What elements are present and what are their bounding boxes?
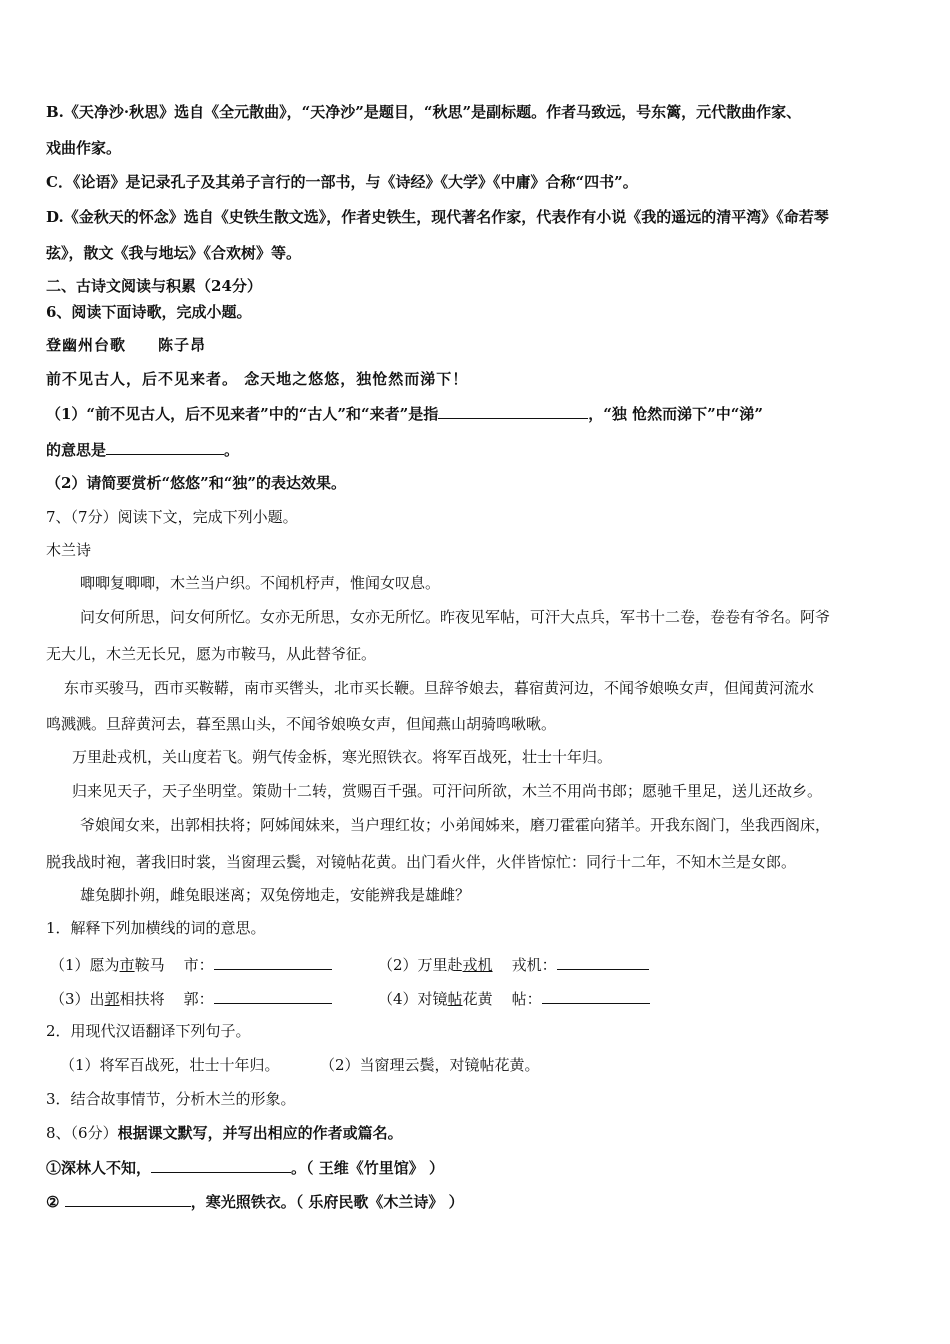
sub2-sentence-1: （1）将军百战死，壮士十年归。 bbox=[60, 1056, 280, 1074]
q6-title: 6、阅读下面诗歌，完成小题。 bbox=[46, 303, 252, 321]
option-d-line1: D.《金秋天的怀念》选自《史铁生散文选》，作者史铁生，现代著名作家，代表作有小说《我的遥远的清平湾》《命若琴 bbox=[46, 208, 829, 226]
q6-sub1-line2 bbox=[46, 438, 239, 460]
poem-paragraph-4: 万里赴戎机，关山度若飞。朔气传金柝，寒光照铁衣。将军百战死，壮士十年归。 bbox=[72, 748, 613, 766]
q8-line-1 bbox=[46, 1156, 444, 1178]
item-text: 鞍马 bbox=[134, 956, 165, 974]
item-text: （2）万里赴 bbox=[378, 956, 463, 974]
answer-blank[interactable] bbox=[542, 987, 650, 1004]
q6-sub1-text-c: 的意思是 bbox=[46, 441, 107, 459]
q8-line-2 bbox=[46, 1190, 464, 1212]
q8-instruction: 根据课文默写，并写出相应的作者或篇名。 bbox=[117, 1124, 403, 1142]
q8-text: 。（ 王维《竹里馆》 ） bbox=[291, 1159, 444, 1177]
poem-title: 登幽州台歌 陈子昂 bbox=[46, 336, 207, 354]
sub3-title: 3．结合故事情节，分析木兰的形象。 bbox=[46, 1090, 296, 1108]
answer-blank[interactable] bbox=[214, 987, 332, 1004]
poem-paragraph-5: 归来见天子，天子坐明堂。策勋十二转，赏赐百千强。可汗问所欲，木兰不用尚书郎；愿驰千里足，送儿还故乡。 bbox=[72, 782, 823, 800]
sub2-title: 2．用现代汉语翻译下列句子。 bbox=[46, 1022, 251, 1040]
item-key: 市： bbox=[183, 956, 214, 974]
answer-blank[interactable] bbox=[557, 953, 649, 970]
section-heading: 二、古诗文阅读与积累（24分） bbox=[46, 277, 262, 295]
q6-sub2: （2）请简要赏析“悠悠”和“独”的表达效果。 bbox=[46, 474, 346, 492]
item-text: （1）愿为 bbox=[50, 956, 120, 974]
sub1-item-1 bbox=[50, 953, 332, 975]
option-b-line2: 戏曲作家。 bbox=[46, 139, 122, 157]
underlined-word: 戎机 bbox=[462, 956, 493, 974]
item-key: 郭： bbox=[183, 990, 214, 1008]
q6-sub1-text-d: 。 bbox=[224, 441, 240, 459]
poem-paragraph-7: 雄兔脚扑朔，雌兔眼迷离；双兔傍地走，安能辨我是雄雌？ bbox=[80, 886, 471, 904]
q6-sub1-line1 bbox=[46, 402, 763, 424]
item-text: （4）对镜 bbox=[378, 990, 448, 1008]
item-text: 花黄 bbox=[462, 990, 493, 1008]
q6-sub1-text-a: （1）“前不见古人，后不见来者”中的“古人”和“来者”是指 bbox=[46, 405, 439, 423]
q7-title: 7、（7分）阅读下文，完成下列小题。 bbox=[46, 508, 298, 526]
sub1-title: 1．解释下列加横线的词的意思。 bbox=[46, 919, 266, 937]
answer-blank[interactable] bbox=[106, 438, 224, 455]
option-d-line2: 弦》，散文《我与地坛》《合欢树》等。 bbox=[46, 244, 302, 262]
q8-number: 8、（6分） bbox=[46, 1124, 118, 1142]
item-text: （3）出 bbox=[50, 990, 105, 1008]
underlined-word: 市 bbox=[119, 956, 135, 974]
q8-text: ①深林人不知， bbox=[46, 1159, 152, 1177]
underlined-word: 郭 bbox=[104, 990, 120, 1008]
poem-paragraph-1: 唧唧复唧唧，木兰当户织。不闻机杼声，惟闻女叹息。 bbox=[80, 574, 441, 592]
answer-blank[interactable] bbox=[65, 1190, 191, 1207]
text-title: 木兰诗 bbox=[46, 541, 92, 559]
poem-paragraph-6a: 爷娘闻女来，出郭相扶将；阿姊闻妹来，当户理红妆；小弟闻姊来，磨刀霍霍向猪羊。开我东阁门，坐我西阁床， bbox=[80, 816, 831, 834]
sub1-item-3 bbox=[50, 987, 332, 1009]
option-c: C．《论语》是记录孔子及其弟子言行的一部书，与《诗经》《大学》《中庸》合称“四书”。 bbox=[46, 173, 638, 191]
poem-text: 前不见古人，后不见来者。 念天地之悠悠，独怆然而涕下！ bbox=[46, 370, 469, 388]
sub1-item-4 bbox=[378, 987, 650, 1009]
q8-text: ② bbox=[46, 1193, 60, 1211]
poem-paragraph-2a: 问女何所思，问女何所忆。女亦无所思，女亦无所忆。昨夜见军帖，可汗大点兵，军书十二卷，卷卷有爷名。阿爷 bbox=[80, 608, 831, 626]
answer-blank[interactable] bbox=[438, 402, 588, 419]
poem-paragraph-3a: 东市买骏马，西市买鞍鞯，南市买辔头，北市买长鞭。旦辞爷娘去，暮宿黄河边，不闻爷娘唤女声，但闻黄河流水 bbox=[64, 679, 815, 697]
q8-title bbox=[46, 1123, 403, 1143]
sub1-item-2 bbox=[378, 953, 649, 975]
q8-text: ，寒光照铁衣。（ 乐府民歌《木兰诗》 ） bbox=[190, 1193, 464, 1211]
poem-paragraph-3b: 鸣溅溅。旦辞黄河去，暮至黑山头，不闻爷娘唤女声，但闻燕山胡骑鸣啾啾。 bbox=[46, 715, 557, 733]
item-text: 相扶将 bbox=[119, 990, 165, 1008]
underlined-word: 帖 bbox=[447, 990, 463, 1008]
poem-paragraph-6b: 脱我战时袍，著我旧时裳，当窗理云鬓，对镜帖花黄。出门看火伴，火伴皆惊忙：同行十二年，不知木兰是女郎。 bbox=[46, 853, 797, 871]
item-key: 帖： bbox=[511, 990, 542, 1008]
poem-paragraph-2b: 无大儿，木兰无长兄，愿为市鞍马，从此替爷征。 bbox=[46, 645, 377, 663]
option-b-line1: B.《天净沙·秋思》选自《全元散曲》，“天净沙”是题目，“秋思”是副标题。作者马致远，号东篱，元代散曲作家、 bbox=[46, 103, 802, 121]
answer-blank[interactable] bbox=[214, 953, 332, 970]
answer-blank[interactable] bbox=[151, 1156, 291, 1173]
sub2-sentence-2: （2）当窗理云鬓，对镜帖花黄。 bbox=[320, 1056, 540, 1074]
item-key: 戎机： bbox=[511, 956, 557, 974]
q6-sub1-text-b: ，“独 怆然而涕下”中“涕” bbox=[588, 405, 763, 423]
